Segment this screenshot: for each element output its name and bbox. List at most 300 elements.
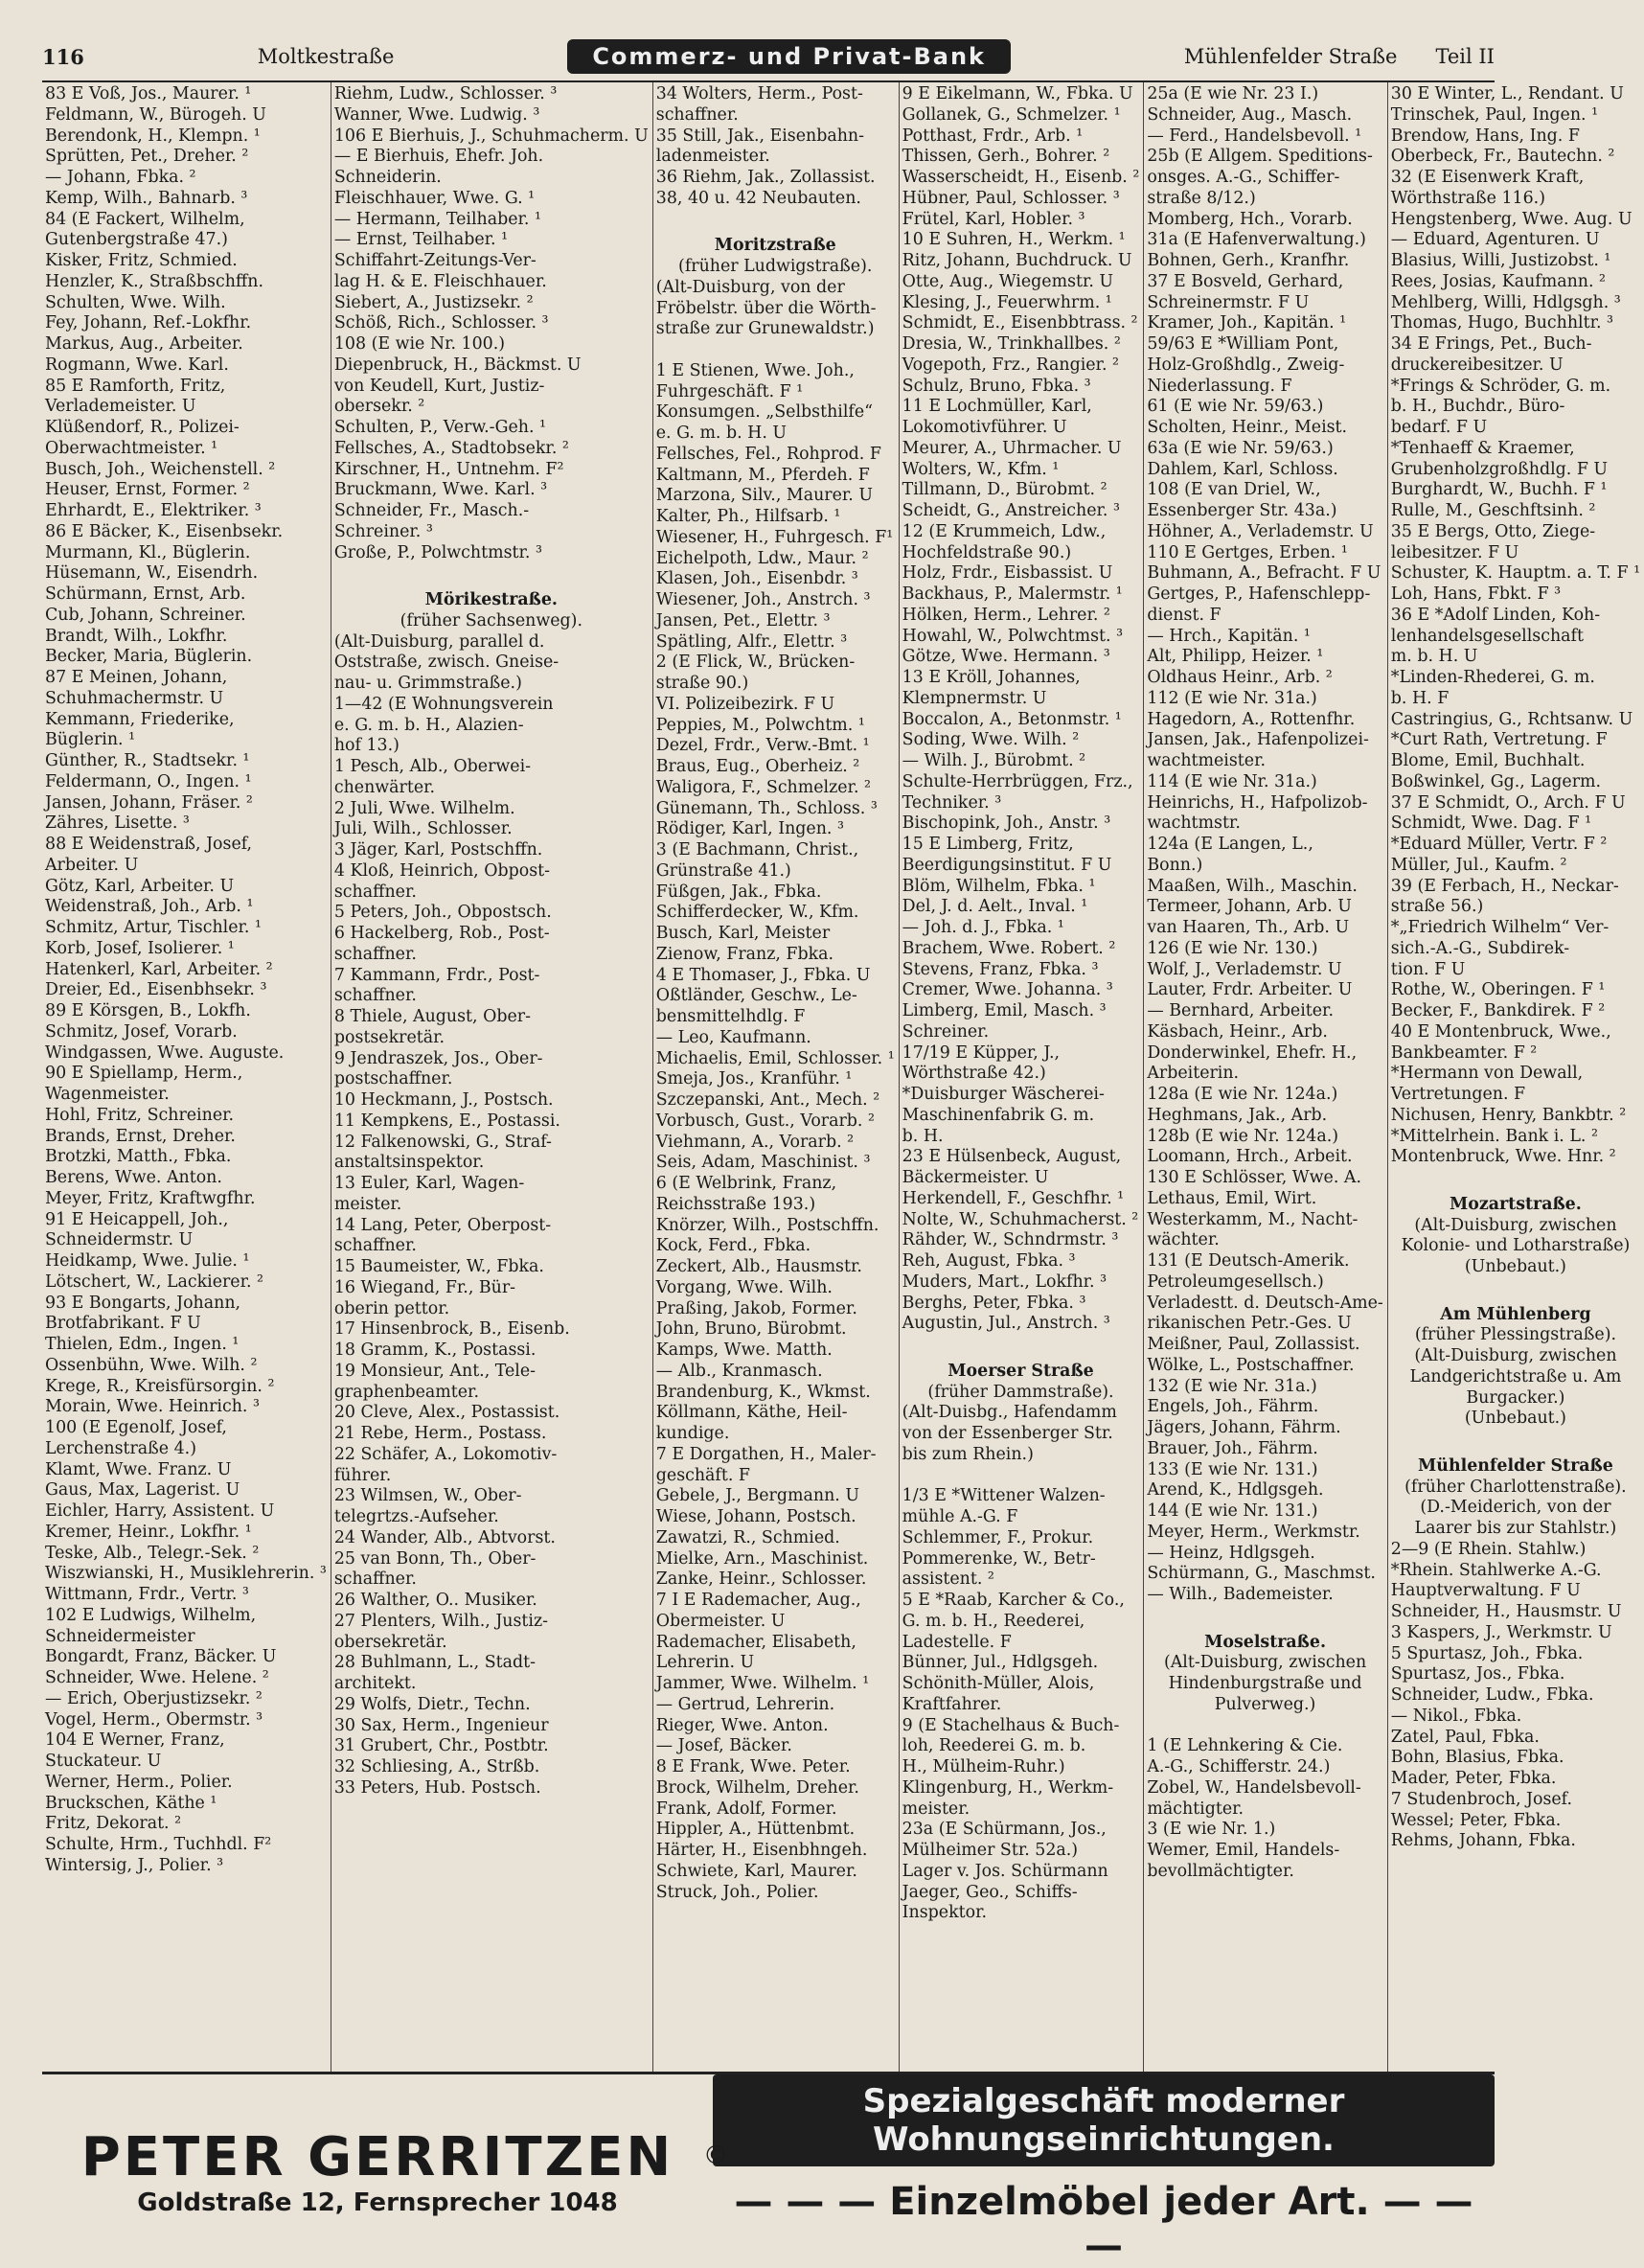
directory-entry: Krege, R., Kreisfürsorgin. ²	[45, 1376, 275, 1396]
directory-entry: Feldermann, O., Ingen. ¹	[45, 771, 252, 791]
directory-entry: Kramer, Joh., Kapitän. ¹	[1147, 313, 1347, 333]
page-header	[42, 33, 1495, 82]
directory-entry: Kaltmann, M., Pferdeh. F	[655, 465, 870, 485]
directory-entry: 35 Still, Jak., Eisenbahn-	[655, 126, 864, 146]
directory-entry: kundige.	[655, 1424, 730, 1443]
directory-entry: (Unbebaut.)	[1464, 1409, 1566, 1429]
directory-entry: hof 13.)	[333, 736, 400, 756]
directory-entry: Windgassen, Wwe. Auguste.	[45, 1042, 285, 1063]
directory-entry: Büglerin. ¹	[45, 730, 136, 750]
directory-entry: Grünstraße 41.)	[655, 860, 791, 881]
directory-entry: 106 E Bierhuis, J., Schuhmacherm. U	[333, 126, 649, 146]
directory-entry: Schulte-Herrbrüggen, Frz.,	[902, 771, 1133, 791]
directory-entry: Teske, Alb., Telegr.-Sek. ²	[45, 1543, 260, 1563]
directory-entry: Rees, Josias, Kaufmann. ²	[1390, 271, 1607, 291]
directory-entry: Thissen, Gerh., Bohrer. ²	[902, 147, 1110, 167]
directory-entry: Günther, R., Stadtsekr. ¹	[45, 751, 250, 770]
directory-entry: Zanke, Heinr., Schlosser.	[655, 1569, 867, 1590]
directory-entry: Loomann, Hrch., Arbeit.	[1147, 1147, 1353, 1167]
directory-entry: Augustin, Jul., Anstrch. ³	[902, 1314, 1110, 1334]
directory-entry: Mülheimer Str. 52a.)	[902, 1841, 1079, 1860]
directory-entry: Rothe, W., Oberingen. F ¹	[1390, 980, 1606, 1000]
directory-entry: Alt, Philipp, Heizer. ¹	[1147, 647, 1324, 667]
directory-entry: Busch, Joh., Weichenstell. ²	[45, 459, 276, 479]
directory-entry: Gebele, J., Bergmann. U	[655, 1486, 859, 1506]
directory-entry: Kemp, Wilh., Bahnarb. ³	[45, 188, 248, 208]
directory-entry: oberin pettor.	[333, 1298, 450, 1318]
directory-entry: 40 E Montenbruck, Wwe.,	[1390, 1021, 1611, 1042]
directory-entry: Pommerenke, W., Betr-	[902, 1548, 1096, 1569]
directory-entry: Knörzer, Wilh., Postschffn.	[655, 1215, 879, 1235]
directory-entry: Schulten, Wwe. Wilh.	[45, 292, 226, 312]
directory-entry: 22 Schäfer, A., Lokomotiv-	[333, 1444, 558, 1464]
directory-entry: Busch, Karl, Meister	[655, 924, 831, 943]
directory-entry: 15 Baumeister, W., Fbka.	[333, 1257, 544, 1276]
directory-entry: Eichelpoth, Ldw., Maur. ²	[655, 548, 869, 568]
part-label: Teil II	[1435, 45, 1495, 68]
directory-entry: 17 Hinsenbrock, B., Eisenb.	[333, 1319, 570, 1340]
directory-entry: Mehlberg, Willi, Hdlgsgh. ³	[1390, 292, 1621, 312]
directory-entry: sich.-A.-G., Subdirek-	[1390, 938, 1570, 958]
directory-entry: Limberg, Emil, Masch. ³	[902, 1001, 1107, 1020]
directory-entry: Meyer, Herm., Werkmstr.	[1147, 1522, 1360, 1542]
directory-entry: Wiese, Johann, Postsch.	[655, 1507, 856, 1526]
directory-entry: Henzler, K., Straßbschffn.	[45, 271, 263, 291]
directory-entry: schaffner.	[333, 1236, 417, 1256]
directory-entry: Schneider, H., Hausmstr. U	[1390, 1602, 1622, 1621]
directory-entry: (früher Ludwigstraße).	[678, 257, 873, 276]
directory-entry: — Wilh., Bademeister.	[1147, 1585, 1334, 1604]
directory-entry: geschäft. F	[655, 1465, 750, 1485]
directory-entry: wachtmstr.	[1147, 813, 1241, 834]
directory-entry: 11 E Lochmüller, Karl,	[902, 397, 1092, 417]
directory-entry: Arbeiter. U	[45, 855, 139, 875]
directory-entry: Stevens, Franz, Fbka. ³	[902, 959, 1099, 979]
directory-entry: Schmidt, Wwe. Dag. F ¹	[1390, 813, 1592, 834]
directory-entry: Vertretungen. F	[1390, 1085, 1526, 1104]
directory-entry: 126 (E wie Nr. 130.)	[1147, 938, 1318, 958]
directory-entry: 27 Plenters, Wilh., Justiz-	[333, 1611, 549, 1631]
directory-entry: Wintersig, J., Polier. ³	[45, 1855, 224, 1875]
directory-entry: Lehrerin. U	[655, 1653, 755, 1673]
directory-entry: Riehm, Ludw., Schlosser. ³	[333, 84, 558, 103]
directory-entry: obersekr. ²	[333, 397, 425, 417]
directory-entry: Klesing, J., Feuerwhrm. ¹	[902, 292, 1112, 312]
directory-entry: Westerkamm, M., Nacht-	[1147, 1209, 1359, 1229]
directory-entry: 34 Wolters, Herm., Post-	[655, 84, 863, 103]
directory-entry: Cremer, Wwe. Johanna. ³	[902, 980, 1113, 1000]
directory-entry: Bischopink, Joh., Anstr. ³	[902, 813, 1111, 834]
directory-column-3	[653, 82, 900, 2072]
directory-entry: führer.	[333, 1465, 392, 1485]
directory-entry: 10 E Suhren, H., Werkm. ¹	[902, 230, 1126, 250]
directory-entry: Korb, Josef, Isolierer. ¹	[45, 938, 235, 958]
directory-entry: 38, 40 u. 42 Neubauten.	[655, 188, 861, 208]
directory-entry: 84 (E Fackert, Wilhelm,	[45, 209, 245, 229]
directory-entry: Wiszwianski, H., Musiklehrerin. ³	[45, 1564, 327, 1584]
directory-entry: Dezel, Frdr., Verw.-Bmt. ¹	[655, 736, 870, 756]
directory-entry: 85 E Ramforth, Fritz,	[45, 376, 226, 396]
directory-entry: 110 E Gertges, Erben. ¹	[1147, 542, 1348, 562]
directory-entry: — E Bierhuis, Ehefr. Joh.	[333, 147, 544, 167]
directory-entry: Essenberger Str. 43a.)	[1147, 501, 1337, 520]
directory-entry: straße 56.)	[1390, 897, 1484, 917]
advert-brand: PETER GERRITZEN	[80, 2125, 674, 2188]
directory-entry: wächter.	[1147, 1230, 1220, 1250]
directory-entry: Arbeiterin.	[1147, 1064, 1240, 1084]
directory-entry: 1 (E Lehnkering & Cie.	[1147, 1736, 1343, 1756]
directory-entry: 1—42 (E Wohnungsverein	[333, 694, 554, 714]
directory-entry: 90 E Spiellamp, Herm.,	[45, 1064, 243, 1084]
directory-entry: Meißner, Paul, Zollassist.	[1147, 1335, 1360, 1354]
directory-entry: Zienow, Franz, Fbka.	[655, 944, 834, 964]
directory-entry: Hippler, A., Hüttenbmt.	[655, 1820, 856, 1840]
directory-entry: Brotfabrikant. F U	[45, 1314, 201, 1334]
directory-entry: Heghmans, Jak., Arb.	[1147, 1105, 1328, 1125]
directory-entry: 37 E Schmidt, O., Arch. F U	[1390, 792, 1626, 813]
directory-entry: graphenbeamter.	[333, 1382, 479, 1402]
directory-entry: 6 (E Welbrink, Franz,	[655, 1174, 837, 1193]
directory-entry: (Alt-Duisburg, von der	[655, 277, 845, 297]
directory-entry: Käsbach, Heinr., Arb.	[1147, 1021, 1328, 1042]
directory-entry: Rademacher, Elisabeth,	[655, 1632, 856, 1652]
directory-entry: bensmittelhdlg. F	[655, 1007, 806, 1026]
directory-entry: Kisker, Fritz, Schmied.	[45, 251, 238, 270]
directory-entry: 2 Juli, Wwe. Wilhelm.	[333, 798, 515, 818]
directory-entry: meister.	[333, 1194, 402, 1214]
directory-entry: 30 Sax, Herm., Ingenieur	[333, 1715, 549, 1735]
directory-entry: Markus, Aug., Arbeiter.	[45, 334, 243, 354]
directory-entry: Fritz, Dekorat. ²	[45, 1814, 182, 1834]
directory-entry: A.-G., Schifferstr. 24.)	[1147, 1757, 1331, 1776]
directory-entry: — Ferd., Handelsbevoll. ¹	[1147, 126, 1362, 146]
directory-entry: Cub, Johann, Schreiner.	[45, 605, 246, 625]
directory-entry: Zähres, Lisette. ³	[45, 813, 190, 834]
directory-entry: Müller, Jul., Kaufm. ²	[1390, 855, 1567, 875]
directory-entry	[902, 1466, 1140, 1487]
directory-entry: Günemann, Th., Schloss. ³	[655, 798, 878, 818]
directory-entry: Juli, Wilh., Schlosser.	[333, 819, 513, 839]
directory-entry: 59/63 E *William Pont,	[1147, 334, 1339, 354]
directory-entry: Beerdigungsinstitut. F U	[902, 855, 1112, 875]
directory-entry: Wiesener, H., Fuhrgesch. F¹	[655, 527, 894, 547]
directory-entry: (Unbebaut.)	[1464, 1257, 1566, 1276]
directory-entry: Jägers, Johann, Fährm.	[1147, 1418, 1341, 1437]
directory-entry: postschaffner.	[333, 1069, 453, 1089]
directory-entry: Sprütten, Pet., Dreher. ²	[45, 147, 249, 167]
directory-entry: Ehrhardt, E., Elektriker. ³	[45, 501, 262, 520]
directory-entry: Feldmann, W., Bürogeh. U	[45, 104, 266, 125]
directory-entry: 114 (E wie Nr. 31a.)	[1147, 771, 1317, 791]
directory-entry: bevollmächtigter.	[1147, 1861, 1294, 1881]
directory-entry: Ritz, Johann, Buchdruck. U	[902, 251, 1132, 270]
directory-entry	[1147, 1716, 1382, 1737]
directory-entry: 4 E Thomaser, J., Fbka. U	[655, 965, 871, 985]
directory-entry: Bongardt, Franz, Bäcker. U	[45, 1647, 277, 1667]
directory-entry: (früher Charlottenstraße).	[1404, 1477, 1627, 1497]
directory-entry: Struck, Joh., Polier.	[655, 1882, 819, 1902]
directory-entry	[656, 340, 895, 361]
directory-entry: Klingenburg, H., Werkm-	[902, 1777, 1114, 1798]
left-street-heading: Moltkestraße	[257, 45, 395, 68]
directory-entry: 39 (E Ferbach, H., Neckar-	[1390, 876, 1619, 896]
directory-entry: Oßtländer, Geschw., Le-	[655, 986, 857, 1006]
directory-entry: Bonn.)	[1147, 855, 1203, 875]
directory-entry: Fellsches, Fel., Rohprod. F	[655, 444, 881, 464]
directory-entry: Nichusen, Henry, Bankbtr. ²	[1390, 1105, 1627, 1125]
directory-entry: wachtmeister.	[1147, 751, 1267, 770]
directory-entry: Techniker. ³	[902, 792, 1002, 813]
directory-entry: Nolte, W., Schuhmacherst. ²	[902, 1209, 1139, 1229]
directory-entry: e. G. m. b. H. U	[655, 424, 788, 443]
directory-entry: Jansen, Jak., Hafenpolizei-	[1147, 730, 1369, 750]
directory-entry: 8 E Frank, Wwe. Peter.	[655, 1757, 851, 1776]
directory-entry: — Erich, Oberjustizsekr. ²	[45, 1688, 263, 1708]
directory-entry: Blome, Emil, Buchhalt.	[1390, 751, 1586, 770]
directory-entry: bedarf. F U	[1390, 418, 1488, 437]
directory-entry: Maschinenfabrik G. m.	[902, 1105, 1095, 1125]
directory-entry: Boßwinkel, Gg., Lagerm.	[1390, 771, 1602, 791]
directory-entry: Reichsstraße 193.)	[655, 1194, 816, 1214]
directory-entry: Schreiner. ³	[333, 521, 433, 541]
directory-entry: 7 Studenbroch, Josef.	[1390, 1789, 1573, 1809]
directory-entry: Jansen, Pet., Elettr. ³	[655, 610, 831, 630]
directory-entry: 32 Schliesing, A., Strßb.	[333, 1757, 540, 1776]
copyright-icon: ©	[703, 2142, 728, 2170]
advert-address: Goldstraße 12, Fernsprecher 1048	[137, 2188, 618, 2217]
directory-entry: Schuster, K. Hauptm. a. T. F ¹	[1390, 563, 1641, 584]
directory-entry: 7 E Dorgathen, H., Maler-	[655, 1444, 877, 1464]
directory-entry: b. H. F	[1390, 688, 1450, 708]
directory-entry	[1391, 1168, 1640, 1189]
directory-entry: Jammer, Wwe. Wilhelm. ¹	[655, 1674, 870, 1693]
directory-entry: 20 Cleve, Alex., Postassist.	[333, 1403, 560, 1423]
directory-entry	[1147, 1606, 1382, 1627]
directory-entry: Hohl, Fritz, Schreiner.	[45, 1105, 235, 1125]
directory-entry: Burghardt, W., Buchh. F ¹	[1390, 480, 1608, 500]
directory-entry: Oststraße, zwisch. Gneise-	[333, 653, 559, 673]
directory-entry: Lokomotivführer. U	[902, 418, 1067, 437]
directory-entry: Heidkamp, Wwe. Julie. ¹	[45, 1251, 250, 1271]
directory-entry: Castringius, G., Rchtsanw. U	[1390, 709, 1633, 729]
directory-entry: 25a (E wie Nr. 23 I.)	[1147, 84, 1319, 103]
directory-entry: Klasen, Joh., Eisenbdr. ³	[655, 569, 858, 589]
directory-entry: Maaßen, Wilh., Maschin.	[1147, 876, 1358, 896]
directory-entry: Verlademeister. U	[45, 397, 196, 417]
directory-entry: Gaus, Max, Lagerist. U	[45, 1480, 240, 1501]
directory-column-5	[1144, 82, 1387, 2072]
directory-entry: Szczepanski, Ant., Mech. ²	[655, 1090, 880, 1110]
directory-entry: Scheidt, G., Anstreicher. ³	[902, 501, 1120, 520]
directory-entry: 132 (E wie Nr. 31a.)	[1147, 1376, 1317, 1396]
directory-entry: Lötschert, W., Lackierer. ²	[45, 1271, 264, 1292]
directory-entry: Blöm, Wilhelm, Fbka. ¹	[902, 876, 1096, 896]
directory-entry: Schneider, Wwe. Helene. ²	[45, 1668, 269, 1687]
directory-entry: 25b (E Allgem. Speditions-	[1147, 147, 1373, 167]
directory-entry: Landgerichtstraße u. Am	[1409, 1366, 1622, 1386]
directory-entry: Wagenmeister.	[45, 1085, 170, 1104]
directory-entry: (Alt-Duisburg, parallel d.	[333, 631, 545, 652]
directory-entry: Kamps, Wwe. Matth.	[655, 1340, 833, 1360]
directory-entry: Niederlassung. F	[1147, 376, 1292, 396]
directory-entry: 5 E *Raab, Karcher & Co.,	[902, 1591, 1125, 1610]
directory-column-1	[42, 82, 331, 2072]
directory-entry: postsekretär.	[333, 1027, 445, 1047]
directory-entry: Ossenbühn, Wwe. Wilh. ²	[45, 1355, 258, 1375]
directory-column-4	[900, 82, 1145, 2072]
directory-entry: Vorgang, Wwe. Wilh.	[655, 1277, 833, 1297]
directory-entry: Lauter, Frdr. Arbeiter. U	[1147, 980, 1353, 1000]
directory-entry: Wessel; Peter, Fbka.	[1390, 1810, 1562, 1830]
street-heading: Moselstraße.	[1204, 1632, 1327, 1652]
directory-entry: — Johann, Fbka. ²	[45, 168, 196, 187]
directory-entry: 31a (E Hafenverwaltung.)	[1147, 230, 1366, 250]
directory-entry: Braus, Eug., Oberheiz. ²	[655, 757, 860, 776]
directory-entry: Mielke, Arn., Maschinist.	[655, 1548, 869, 1569]
directory-entry: Götz, Karl, Arbeiter. U	[45, 876, 235, 896]
directory-entry: 18 Gramm, K., Postassi.	[333, 1340, 537, 1360]
directory-entry: (früher Plessingstraße).	[1414, 1325, 1617, 1345]
directory-entry: Peppies, M., Polwchtm. ¹	[655, 715, 865, 735]
directory-entry: 2—9 (E Rhein. Stahlw.)	[1390, 1539, 1587, 1559]
directory-entry: 87 E Meinen, Johann,	[45, 668, 228, 687]
directory-entry: Kraftfahrer.	[902, 1694, 1002, 1714]
directory-entry: Siebert, A., Justizsekr. ²	[333, 292, 534, 312]
directory-entry: Laarer bis zur Stahlstr.)	[1414, 1519, 1617, 1538]
directory-entry: Heuser, Ernst, Former. ²	[45, 480, 250, 500]
directory-entry: von Keudell, Kurt, Justiz-	[333, 376, 545, 396]
directory-entry: Füßgen, Jak., Fbka.	[655, 882, 822, 902]
directory-entry: 5 Spurtasz, Joh., Fbka.	[1390, 1643, 1584, 1663]
directory-entry: leibesitzer. F U	[1390, 542, 1519, 562]
directory-entry	[902, 1335, 1140, 1356]
directory-entry: — Hrch., Kapitän. ¹	[1147, 626, 1311, 646]
directory-entry: Brauer, Joh., Fährm.	[1147, 1438, 1318, 1458]
directory-entry: Schlemmer, F., Prokur.	[902, 1527, 1094, 1547]
directory-entry: 9 (E Stachelhaus & Buch-	[902, 1715, 1120, 1735]
directory-entry: 7 Kammann, Frdr., Post-	[333, 965, 540, 985]
directory-entry: Brock, Wilhelm, Dreher.	[655, 1777, 859, 1798]
directory-entry: H., Mülheim-Ruhr.)	[902, 1757, 1065, 1776]
directory-entry: 128a (E wie Nr. 124a.)	[1147, 1085, 1338, 1104]
directory-entry: Wasserscheidt, H., Eisenb. ²	[902, 168, 1140, 187]
directory-entry: Grubenholzgroßhdlg. F U	[1390, 459, 1609, 479]
directory-entry: 3 Jäger, Karl, Postschffn.	[333, 840, 543, 859]
street-heading: Moerser Straße	[948, 1361, 1094, 1381]
directory-entry: Smeja, Jos., Kranführ. ¹	[655, 1069, 853, 1089]
street-heading: Moritzstraße	[714, 236, 836, 256]
directory-entry: 63a (E wie Nr. 59/63.)	[1147, 438, 1334, 458]
directory-entry: 35 E Bergs, Otto, Ziege-	[1390, 521, 1596, 541]
directory-entry: 93 E Bongarts, Johann,	[45, 1293, 241, 1313]
directory-entry: 88 E Weidenstraß, Josef,	[45, 835, 253, 854]
directory-entry: onsges. A.-G., Schiffer-	[1147, 168, 1340, 187]
directory-entry: Dresia, W., Trinkhallbes. ²	[902, 334, 1121, 354]
directory-entry: assistent. ²	[902, 1569, 994, 1590]
directory-entry: Schifferdecker, W., Kfm.	[655, 903, 859, 923]
directory-entry: 131 (E Deutsch-Amerik.	[1147, 1251, 1350, 1271]
directory-entry: Zawatzi, R., Schmied.	[655, 1527, 840, 1547]
directory-entry: (Alt-Duisbg., Hafendamm	[902, 1403, 1117, 1423]
directory-entry: Schneidermeister	[45, 1626, 195, 1646]
directory-entry: Schönith-Müller, Alois,	[902, 1674, 1095, 1693]
directory-entry: Götze, Wwe. Hermann. ³	[902, 647, 1110, 667]
directory-entry: 37 E Bosveld, Gerhard,	[1147, 271, 1344, 291]
directory-entry: Wörthstraße 116.)	[1390, 188, 1545, 208]
directory-entry: 133 (E wie Nr. 131.)	[1147, 1459, 1318, 1479]
directory-entry: Thielen, Edm., Ingen. ¹	[45, 1335, 240, 1354]
directory-entry	[656, 210, 895, 231]
directory-entry: 1 E Stienen, Wwe. Joh.,	[655, 360, 855, 380]
directory-entry: Schürmann, Ernst, Arb.	[45, 584, 246, 604]
directory-entry: Bruckschen, Käthe ¹	[45, 1793, 217, 1813]
directory-entry: Zatel, Paul, Fbka.	[1390, 1727, 1540, 1747]
directory-entry: Boccalon, A., Betonmstr. ¹	[902, 709, 1122, 729]
directory-entry: John, Bruno, Bürobmt.	[655, 1319, 847, 1340]
directory-entry: 29 Wolfs, Dietr., Techn.	[333, 1694, 531, 1714]
directory-entry: *„Friedrich Wilhelm“ Ver-	[1390, 918, 1610, 937]
directory-entry: 144 (E wie Nr. 131.)	[1147, 1501, 1318, 1521]
directory-entry: Oberbeck, Fr., Bautechn. ²	[1390, 147, 1615, 167]
directory-entry: 30 E Winter, L., Rendant. U	[1390, 84, 1624, 103]
directory-entry: 12 Falkenowski, G., Straf-	[333, 1132, 552, 1152]
directory-entry: (früher Dammstraße).	[927, 1382, 1114, 1402]
directory-entry: 9 Jendraszek, Jos., Ober-	[333, 1048, 543, 1068]
directory-entry: Loh, Hans, Fbkt. F ³	[1390, 584, 1562, 604]
right-street-heading: Mühlenfelder Straße	[1183, 45, 1398, 68]
directory-entry: schaffner.	[333, 986, 417, 1006]
directory-entry: *Linden-Rhederei, G. m.	[1390, 668, 1595, 687]
directory-entry: — Eduard, Agenturen. U	[1390, 230, 1600, 250]
directory-entry: loh, Reederei G. m. b.	[902, 1736, 1086, 1756]
directory-entry: G. m. b. H., Reederei,	[902, 1611, 1085, 1631]
directory-entry: Bruckmann, Wwe. Karl. ³	[333, 480, 548, 500]
page-number: 116	[42, 44, 84, 69]
directory-entry: Scholten, Heinr., Meist.	[1147, 418, 1348, 437]
directory-entry: 130 E Schlösser, Wwe. A.	[1147, 1168, 1361, 1187]
directory-entry: 108 (E wie Nr. 100.)	[333, 334, 506, 354]
directory-entry: schaffner.	[655, 104, 739, 125]
directory-entry: Becker, F., Bankdirek. F ²	[1390, 1001, 1606, 1020]
directory-entry: mühle A.-G. F	[902, 1507, 1018, 1526]
directory-entry: 8 Thiele, August, Ober-	[333, 1007, 531, 1026]
directory-entry: Jansen, Johann, Fräser. ²	[45, 792, 253, 813]
directory-entry: Brands, Ernst, Dreher.	[45, 1126, 236, 1146]
advert-specialty: Spezialgeschäft moderner Wohnungseinrichtungen.	[713, 2074, 1495, 2166]
directory-entry: Klüßendorf, R., Polizei-	[45, 418, 240, 437]
directory-entry: Kremer, Heinr., Lokfhr. ¹	[45, 1522, 252, 1542]
directory-entry: Soding, Wwe. Wilh. ²	[902, 730, 1080, 750]
directory-entry: 13 Euler, Karl, Wagen-	[333, 1174, 525, 1193]
directory-entry: VI. Polizeibezirk. F U	[655, 694, 835, 714]
directory-entry: telegrtzs.-Aufseher.	[333, 1507, 499, 1526]
directory-entry: *Mittelrhein. Bank i. L. ²	[1390, 1126, 1598, 1146]
directory-entry: 12 (E Krummeich, Ldw.,	[902, 521, 1107, 541]
directory-entry: Heinrichs, H., Hafpolizob-	[1147, 792, 1368, 813]
directory-entry: Montenbruck, Wwe. Hnr. ²	[1390, 1147, 1616, 1167]
directory-entry: (Alt-Duisburg, zwischen	[1414, 1215, 1617, 1235]
directory-entry: Eichler, Harry, Assistent. U	[45, 1501, 275, 1521]
directory-entry: Morain, Wwe. Heinrich. ³	[45, 1397, 260, 1417]
directory-entry: 21 Rebe, Herm., Postass.	[333, 1424, 547, 1443]
directory-entry: 3 (E wie Nr. 1.)	[1147, 1820, 1276, 1840]
directory-entry: Momberg, Hch., Vorarb.	[1147, 209, 1353, 229]
directory-entry: Hagedorn, A., Rottenfhr.	[1147, 709, 1356, 729]
directory-entry: Blasius, Willi, Justizobst. ¹	[1390, 251, 1611, 270]
directory-column-2	[331, 82, 653, 2072]
directory-entry: 83 E Voß, Jos., Maurer. ¹	[45, 84, 252, 103]
directory-entry: Berens, Wwe. Anton.	[45, 1168, 222, 1187]
